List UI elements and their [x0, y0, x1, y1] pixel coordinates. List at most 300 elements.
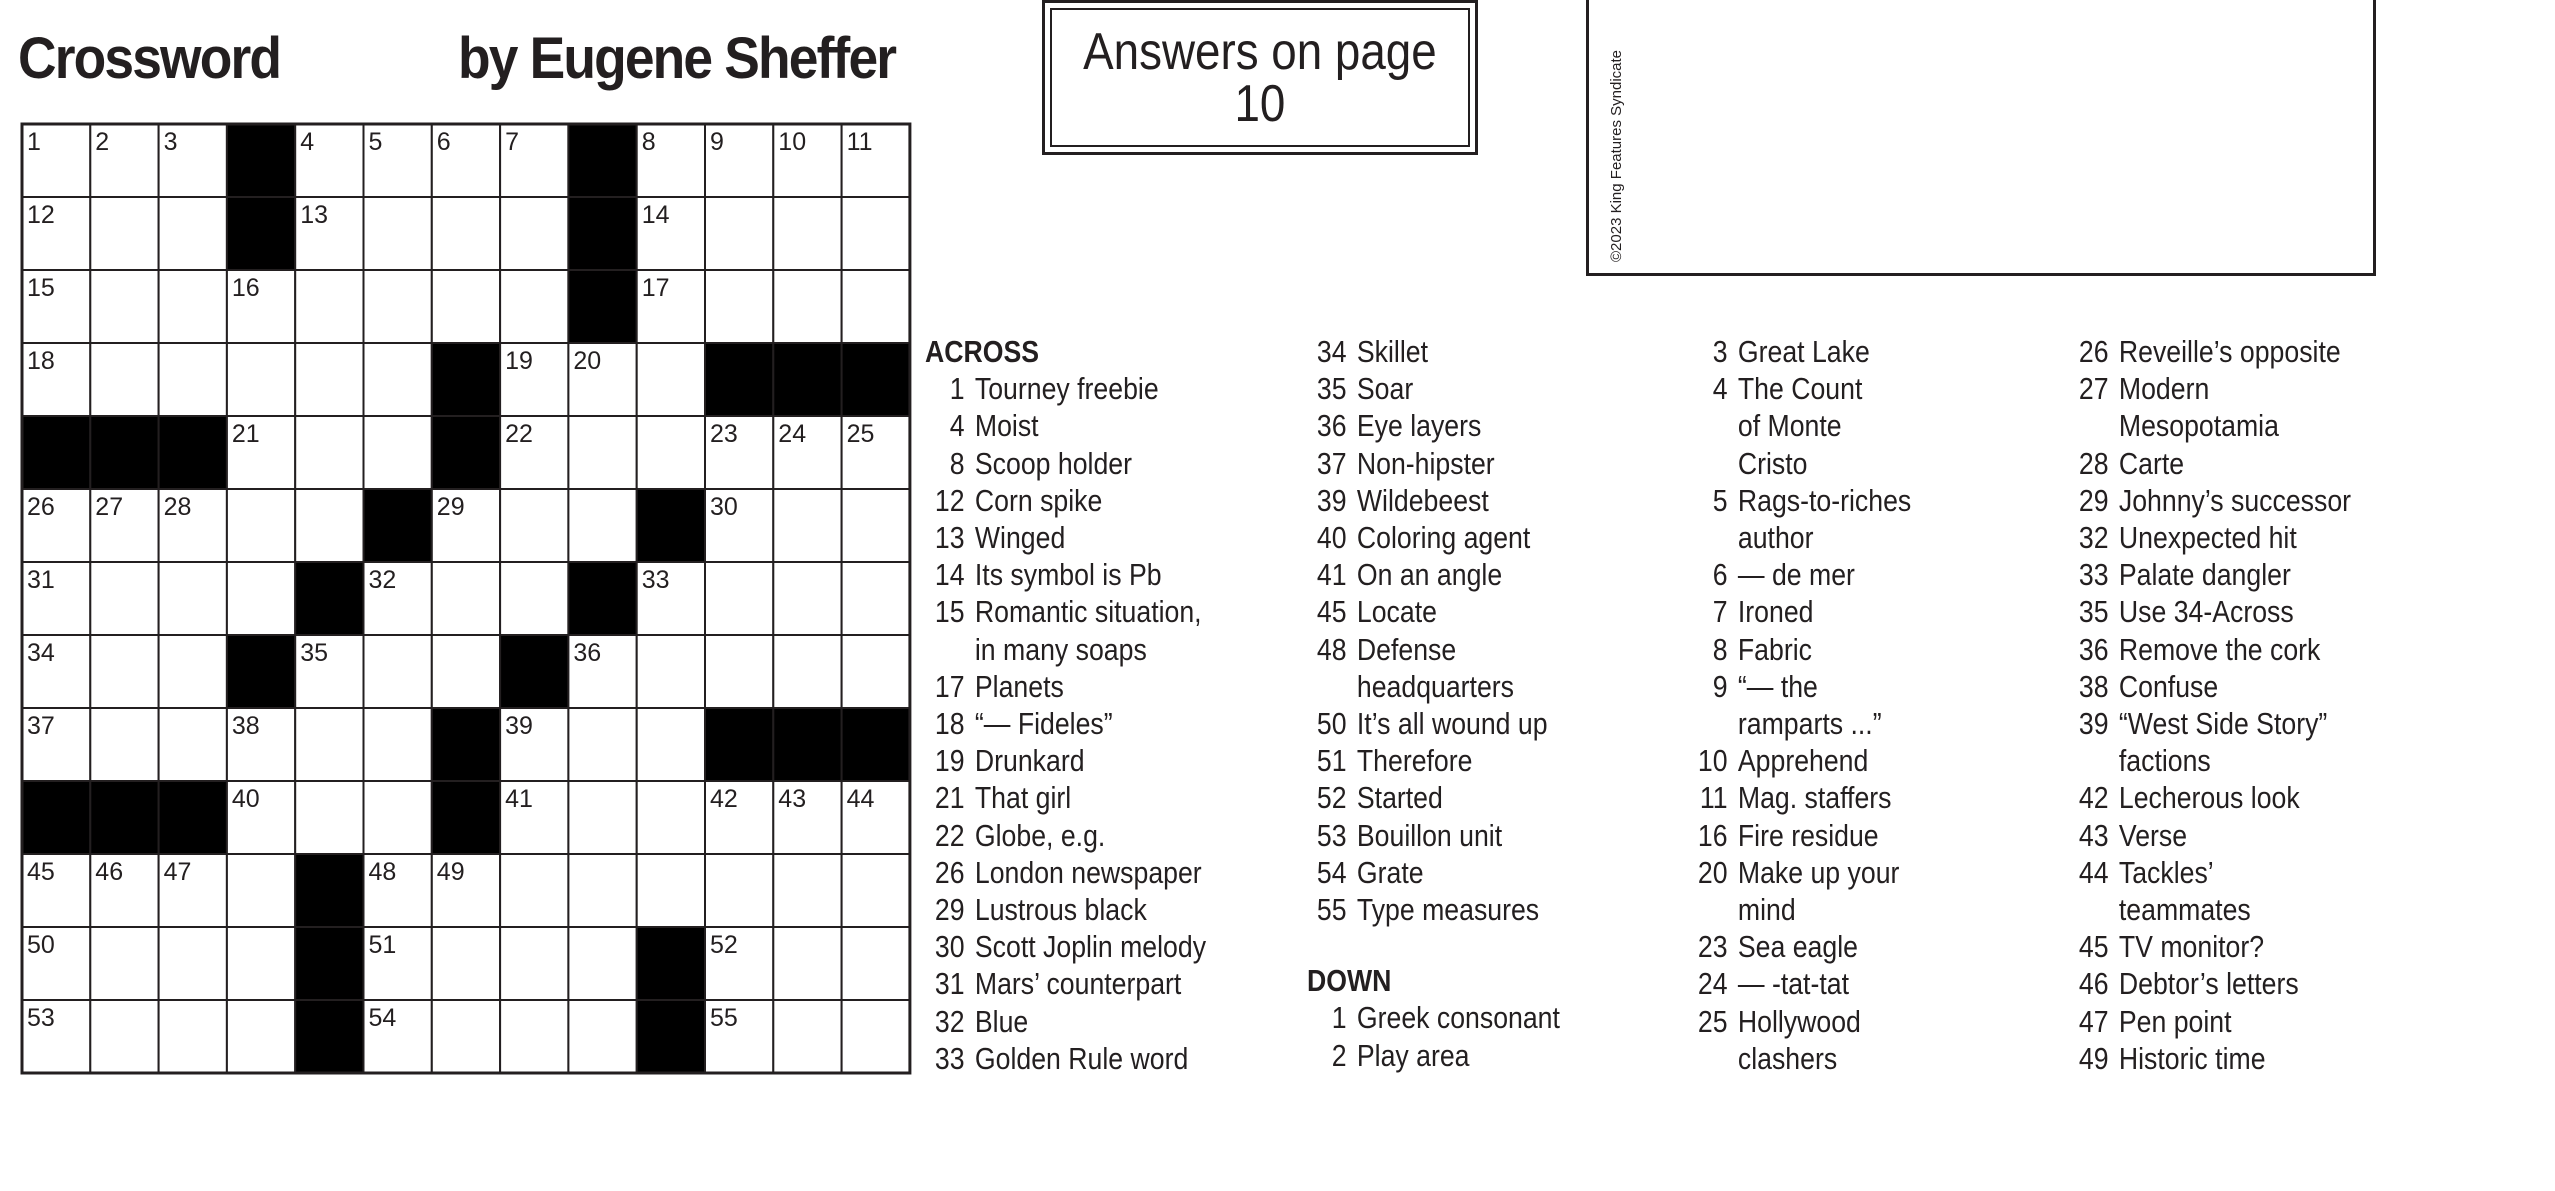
- grid-cell[interactable]: [227, 562, 295, 635]
- clue-continuation: [2069, 742, 2351, 779]
- clue-text: Hollywood: [1737, 1003, 1861, 1039]
- clue-number: 54: [1316, 854, 1347, 890]
- cell-number: 39: [505, 712, 533, 740]
- cell-number: 53: [27, 1004, 55, 1032]
- clue-text: Reveille’s opposite: [2118, 334, 2341, 369]
- clue-text: Modern: [2118, 371, 2210, 407]
- clue-text: Planets: [974, 668, 1064, 704]
- grid-cell[interactable]: [705, 562, 773, 635]
- grid-cell[interactable]: [500, 489, 568, 562]
- grid-cell[interactable]: [295, 270, 363, 343]
- grid-cell[interactable]: [568, 416, 636, 489]
- clue-text: Moist: [974, 408, 1039, 444]
- grid-cell[interactable]: [90, 343, 158, 416]
- clue-number: 5: [1712, 482, 1728, 518]
- black-cell: [773, 343, 841, 416]
- grid-cell[interactable]: [90, 1000, 158, 1073]
- grid-cell[interactable]: [568, 927, 636, 1000]
- grid-cell[interactable]: [773, 854, 841, 927]
- clue-number: 52: [1316, 780, 1347, 816]
- clue-text: Tourney freebie: [974, 371, 1159, 407]
- clue: [1688, 482, 1911, 519]
- cell-number: 33: [641, 566, 670, 594]
- grid-cell[interactable]: [842, 270, 910, 343]
- clue-text: Blue: [974, 1003, 1029, 1039]
- clue-text: Mag. staffers: [1737, 780, 1892, 816]
- clue-text: Golden Rule word: [974, 1040, 1189, 1076]
- cell-number: 31: [27, 566, 55, 594]
- clue-number: 21: [934, 780, 965, 816]
- clue-number: 9: [1712, 668, 1728, 704]
- cell-number: 18: [27, 347, 55, 375]
- clue-continuation: [1688, 519, 1911, 556]
- clue-number: 25: [1697, 1003, 1728, 1039]
- grid-cell[interactable]: [432, 562, 500, 635]
- grid-cell[interactable]: [295, 416, 363, 489]
- cell-number: 47: [163, 858, 192, 886]
- grid-cell[interactable]: [705, 854, 773, 927]
- clue-number: [1688, 445, 1738, 482]
- clue-number: 55: [1316, 892, 1347, 928]
- clue-number: 1: [1331, 1000, 1347, 1036]
- black-cell: [500, 635, 568, 708]
- grid-cell[interactable]: [842, 197, 910, 270]
- clue-text: Drunkard: [974, 743, 1085, 779]
- clue-text: Historic time: [2118, 1040, 2266, 1076]
- clue: [2069, 1003, 2351, 1040]
- cell-number: 51: [368, 931, 397, 959]
- clue: [1688, 742, 1911, 779]
- grid-cell[interactable]: [227, 854, 295, 927]
- grid-cell[interactable]: [364, 708, 432, 781]
- clue-number: 33: [2078, 557, 2109, 593]
- cell-number: 4: [300, 128, 315, 156]
- clue-number: 45: [1316, 594, 1347, 630]
- grid-cell[interactable]: [90, 635, 158, 708]
- grid-cell[interactable]: [159, 270, 227, 343]
- cell-number: 22: [505, 420, 533, 448]
- grid-cell[interactable]: [227, 343, 295, 416]
- clue-text: London newspaper: [974, 854, 1202, 890]
- cell-number: 19: [505, 347, 533, 375]
- grid-cell[interactable]: [432, 635, 500, 708]
- cell-number: 1: [27, 128, 41, 156]
- clue-number: 53: [1316, 817, 1347, 853]
- black-cell: [90, 781, 158, 854]
- clue-number: 26: [934, 854, 965, 890]
- clue-number: 33: [934, 1040, 965, 1076]
- clue-number: 34: [1316, 334, 1347, 369]
- clue-number: 41: [1316, 557, 1347, 593]
- cell-number: 32: [368, 566, 397, 594]
- clue-text: Romantic situation,: [974, 594, 1202, 630]
- black-cell: [159, 781, 227, 854]
- clue-text: Bouillon unit: [1356, 817, 1503, 853]
- clue-text: Sea eagle: [1737, 929, 1858, 965]
- cell-number: 11: [846, 128, 873, 156]
- clue: [1307, 705, 1560, 742]
- grid-cell[interactable]: [364, 635, 432, 708]
- clue-text: Confuse: [2118, 668, 2219, 704]
- clue-number: 26: [2078, 334, 2109, 369]
- clue: [1307, 817, 1560, 854]
- answers-note-box: [1042, 0, 1478, 155]
- clue-number: 19: [934, 743, 965, 779]
- clue: [925, 854, 1206, 891]
- clue-number: 43: [2078, 817, 2109, 853]
- clue-number: 30: [934, 929, 965, 965]
- grid-cell[interactable]: [842, 854, 910, 927]
- clue-number: 14: [934, 557, 965, 593]
- grid-cell[interactable]: [295, 781, 363, 854]
- clue-number: [1688, 891, 1738, 928]
- clue-text: — de mer: [1737, 557, 1855, 593]
- grid-cell[interactable]: [637, 781, 705, 854]
- clue: [925, 482, 1206, 519]
- clue: [925, 556, 1206, 593]
- grid-cell[interactable]: [364, 197, 432, 270]
- black-cell: [842, 343, 910, 416]
- black-cell: [773, 708, 841, 781]
- clue-text: Mesopotamia: [2118, 408, 2279, 444]
- clue-text: Started: [1356, 780, 1443, 816]
- clue: [2069, 333, 2351, 370]
- grid-cell[interactable]: [842, 635, 910, 708]
- clue-number: 44: [2078, 854, 2109, 890]
- grid-cell[interactable]: [90, 927, 158, 1000]
- grid-cell[interactable]: [705, 270, 773, 343]
- grid-cell[interactable]: [90, 562, 158, 635]
- clue-text: Greek consonant: [1356, 1000, 1560, 1036]
- clue-number: 16: [1697, 817, 1728, 853]
- clue-text: “— the: [1737, 668, 1818, 704]
- clue-number: 8: [1712, 631, 1728, 667]
- grid-cell[interactable]: [90, 270, 158, 343]
- clue-column-1: [925, 333, 1252, 1077]
- cell-number: 6: [436, 128, 451, 156]
- clue-text: Grate: [1356, 854, 1424, 890]
- clue-number: 50: [1316, 706, 1347, 742]
- grid-cell[interactable]: [773, 562, 841, 635]
- clue-text: Scott Joplin melody: [974, 929, 1207, 965]
- grid-cell[interactable]: [773, 197, 841, 270]
- black-cell: [159, 416, 227, 489]
- grid-cell[interactable]: [432, 197, 500, 270]
- clue-continuation: [2069, 891, 2351, 928]
- grid-cell[interactable]: [842, 562, 910, 635]
- clue: [1688, 965, 1911, 1002]
- grid-cell[interactable]: [637, 708, 705, 781]
- clue: [925, 705, 1206, 742]
- black-cell: [295, 854, 363, 927]
- cell-number: 38: [231, 712, 260, 740]
- cell-number: 41: [505, 785, 533, 813]
- clue-text: Therefore: [1356, 743, 1473, 779]
- clue: [1307, 593, 1560, 630]
- answers-note: [1050, 8, 1470, 147]
- clue: [925, 1003, 1206, 1040]
- clue-number: 8: [949, 445, 965, 481]
- clue-number: [1307, 668, 1357, 705]
- grid-cell[interactable]: [773, 1000, 841, 1073]
- cell-number: 46: [95, 858, 124, 886]
- clue: [925, 407, 1206, 444]
- clue-text: clashers: [1737, 1040, 1838, 1076]
- cell-number: 15: [27, 274, 55, 302]
- clue-text: Ironed: [1737, 594, 1814, 630]
- clue-text: Mars’ counterpart: [974, 966, 1182, 1002]
- grid-cell[interactable]: [842, 927, 910, 1000]
- grid-cell[interactable]: [159, 708, 227, 781]
- cell-number: 45: [27, 858, 55, 886]
- grid-cell[interactable]: [568, 489, 636, 562]
- grid-cell[interactable]: [568, 1000, 636, 1073]
- grid-cell[interactable]: [568, 781, 636, 854]
- clue: [925, 779, 1206, 816]
- clue: [2069, 965, 2351, 1002]
- clue-text: Verse: [2118, 817, 2188, 853]
- grid-cell[interactable]: [159, 197, 227, 270]
- clue: [1688, 631, 1911, 668]
- clue: [925, 519, 1206, 556]
- grid-cell[interactable]: [159, 562, 227, 635]
- clue-text: Rags-to-riches: [1737, 482, 1912, 518]
- grid-cell[interactable]: [90, 197, 158, 270]
- clue-text: That girl: [974, 780, 1072, 816]
- clue: [1688, 556, 1911, 593]
- clue-text: Play area: [1356, 1037, 1470, 1073]
- cell-number: 16: [231, 274, 260, 302]
- grid-cell[interactable]: [159, 635, 227, 708]
- grid-cell[interactable]: [159, 1000, 227, 1073]
- cell-number: 20: [573, 347, 602, 375]
- clue-column-3: [1688, 333, 1948, 1077]
- grid-cell[interactable]: [842, 489, 910, 562]
- black-cell: [227, 124, 295, 197]
- cell-number: 44: [846, 785, 875, 813]
- black-cell: [22, 781, 90, 854]
- clue-number: 23: [1697, 929, 1728, 965]
- clue: [925, 928, 1206, 965]
- grid-cell[interactable]: [637, 416, 705, 489]
- clue-number: 35: [1316, 371, 1347, 407]
- clue: [1307, 891, 1560, 928]
- grid-cell[interactable]: [227, 489, 295, 562]
- cell-number: 5: [368, 128, 383, 156]
- grid-cell[interactable]: [364, 781, 432, 854]
- clue-continuation: [1688, 1040, 1911, 1077]
- clue-number: 15: [934, 594, 965, 630]
- grid-cell[interactable]: [705, 197, 773, 270]
- grid-cell[interactable]: [295, 708, 363, 781]
- clue-number: 4: [1712, 371, 1728, 407]
- copyright-notice: ©2023 King Features Syndicate: [1608, 49, 1625, 262]
- clue: [925, 445, 1206, 482]
- clue-text: of Monte: [1737, 408, 1842, 444]
- clue-text: Its symbol is Pb: [974, 557, 1162, 593]
- grid-cell[interactable]: [500, 270, 568, 343]
- grid-cell[interactable]: [364, 270, 432, 343]
- cell-number: 37: [27, 712, 55, 740]
- crossword-grid[interactable]: [0, 0, 920, 1080]
- grid-cell[interactable]: [500, 562, 568, 635]
- clue-text: TV monitor?: [2118, 929, 2265, 965]
- grid-cell[interactable]: [500, 197, 568, 270]
- grid-cell[interactable]: [432, 1000, 500, 1073]
- clue: [1307, 519, 1560, 556]
- clue-text: — -tat-tat: [1737, 966, 1849, 1002]
- cell-number: 9: [710, 128, 724, 156]
- grid-cell[interactable]: [773, 927, 841, 1000]
- clue-text: Globe, e.g.: [974, 817, 1106, 853]
- grid-cell[interactable]: [90, 708, 158, 781]
- clue-text: Winged: [974, 520, 1066, 556]
- clue: [925, 1040, 1206, 1077]
- clue-text: Pen point: [2118, 1003, 2232, 1039]
- clue-text: Non-hipster: [1356, 445, 1495, 481]
- cell-number: 34: [27, 639, 55, 667]
- clue: [925, 742, 1206, 779]
- clue-number: [2069, 742, 2119, 779]
- black-cell: [568, 270, 636, 343]
- clue-text: Palate dangler: [2118, 557, 2291, 593]
- cell-number: 24: [778, 420, 807, 448]
- grid-cell[interactable]: [637, 343, 705, 416]
- clue-number: 35: [2078, 594, 2109, 630]
- grid-cell[interactable]: [705, 635, 773, 708]
- clue-text: Lustrous black: [974, 892, 1147, 928]
- clue: [2069, 705, 2351, 742]
- clue-number: 29: [2078, 482, 2109, 518]
- cell-number: 43: [778, 785, 807, 813]
- clue: [2069, 445, 2351, 482]
- clue-text: It’s all wound up: [1356, 706, 1548, 742]
- across-heading: ACROSS: [925, 334, 1040, 369]
- grid-cell[interactable]: [364, 343, 432, 416]
- grid-cell[interactable]: [568, 708, 636, 781]
- clue-text: Skillet: [1356, 334, 1429, 369]
- grid-cell[interactable]: [500, 1000, 568, 1073]
- clue-number: 36: [2078, 631, 2109, 667]
- grid-cell[interactable]: [159, 927, 227, 1000]
- grid-cell[interactable]: [637, 854, 705, 927]
- clue-text: Corn spike: [974, 482, 1103, 518]
- grid-cell[interactable]: [432, 270, 500, 343]
- cell-number: 54: [368, 1004, 397, 1032]
- clue-number: 49: [2078, 1040, 2109, 1076]
- clue-text: Fire residue: [1737, 817, 1879, 853]
- clue: [1688, 928, 1911, 965]
- black-cell: [568, 562, 636, 635]
- clue-text: Lecherous look: [2118, 780, 2300, 816]
- clue-number: 37: [1316, 445, 1347, 481]
- clue-number: 17: [934, 668, 965, 704]
- clue: [925, 965, 1206, 1002]
- grid-cell[interactable]: [227, 1000, 295, 1073]
- clue-text: Great Lake: [1737, 334, 1870, 369]
- answers-note-line-2: 10: [1234, 74, 1286, 133]
- clue-number: 45: [2078, 929, 2109, 965]
- clue-number: [2069, 407, 2119, 444]
- clue-number: 36: [1316, 408, 1347, 444]
- clue-text: Wildebeest: [1356, 482, 1489, 518]
- clue-text: Defense: [1356, 631, 1457, 667]
- clue: [2069, 1040, 2351, 1077]
- clue-text: Johnny’s successor: [2118, 482, 2352, 518]
- black-cell: [705, 708, 773, 781]
- clue: [2069, 928, 2351, 965]
- clue-continuation: [1307, 668, 1560, 705]
- grid-cell[interactable]: [159, 343, 227, 416]
- clue-column-2: [1307, 333, 1601, 1074]
- grid-cell[interactable]: [773, 489, 841, 562]
- grid-cell[interactable]: [637, 635, 705, 708]
- black-cell: [568, 124, 636, 197]
- cell-number: 28: [163, 493, 192, 521]
- cell-number: 48: [368, 858, 397, 886]
- clue-text: teammates: [2118, 892, 2251, 928]
- clue-number: 27: [2078, 371, 2109, 407]
- clue: [1307, 333, 1560, 370]
- black-cell: [432, 343, 500, 416]
- cell-number: 50: [27, 931, 55, 959]
- clue: [925, 817, 1206, 854]
- cell-number: 55: [710, 1004, 738, 1032]
- grid-cell[interactable]: [500, 854, 568, 927]
- cell-number: 30: [710, 493, 738, 521]
- cell-number: 10: [778, 128, 807, 156]
- clue: [2069, 482, 2351, 519]
- black-cell: [364, 489, 432, 562]
- grid-cell[interactable]: [295, 343, 363, 416]
- clue: [1307, 854, 1560, 891]
- cell-number: 8: [641, 128, 656, 156]
- grid-cell[interactable]: [773, 635, 841, 708]
- grid-cell[interactable]: [773, 270, 841, 343]
- grid-cell[interactable]: [295, 489, 363, 562]
- clue-text: headquarters: [1356, 668, 1514, 704]
- grid-cell[interactable]: [227, 927, 295, 1000]
- clue: [1688, 854, 1911, 891]
- clue: [1688, 333, 1911, 370]
- puzzle-title: Crossword: [18, 26, 281, 91]
- cell-number: 52: [710, 931, 738, 959]
- black-cell: [295, 927, 363, 1000]
- grid-cell[interactable]: [568, 854, 636, 927]
- black-cell: [22, 416, 90, 489]
- clue-continuation: [1688, 705, 1911, 742]
- grid-cell[interactable]: [500, 927, 568, 1000]
- grid-cell[interactable]: [432, 927, 500, 1000]
- clue-text: mind: [1737, 892, 1796, 928]
- clue-number: 39: [1316, 482, 1347, 518]
- grid-cell[interactable]: [842, 1000, 910, 1073]
- clue-text: Type measures: [1356, 892, 1540, 928]
- clue-number: 51: [1316, 743, 1347, 779]
- clue: [925, 668, 1206, 705]
- clue-number: 46: [2078, 966, 2109, 1002]
- black-cell: [432, 708, 500, 781]
- clue-number: 7: [1712, 594, 1728, 630]
- clue: [1307, 407, 1560, 444]
- clue-number: [925, 631, 975, 668]
- grid-cell[interactable]: [364, 416, 432, 489]
- cell-number: 42: [710, 785, 738, 813]
- clue: [1307, 999, 1560, 1036]
- clue: [2069, 593, 2351, 630]
- clue-text: Eye layers: [1356, 408, 1482, 444]
- cell-number: 25: [846, 420, 875, 448]
